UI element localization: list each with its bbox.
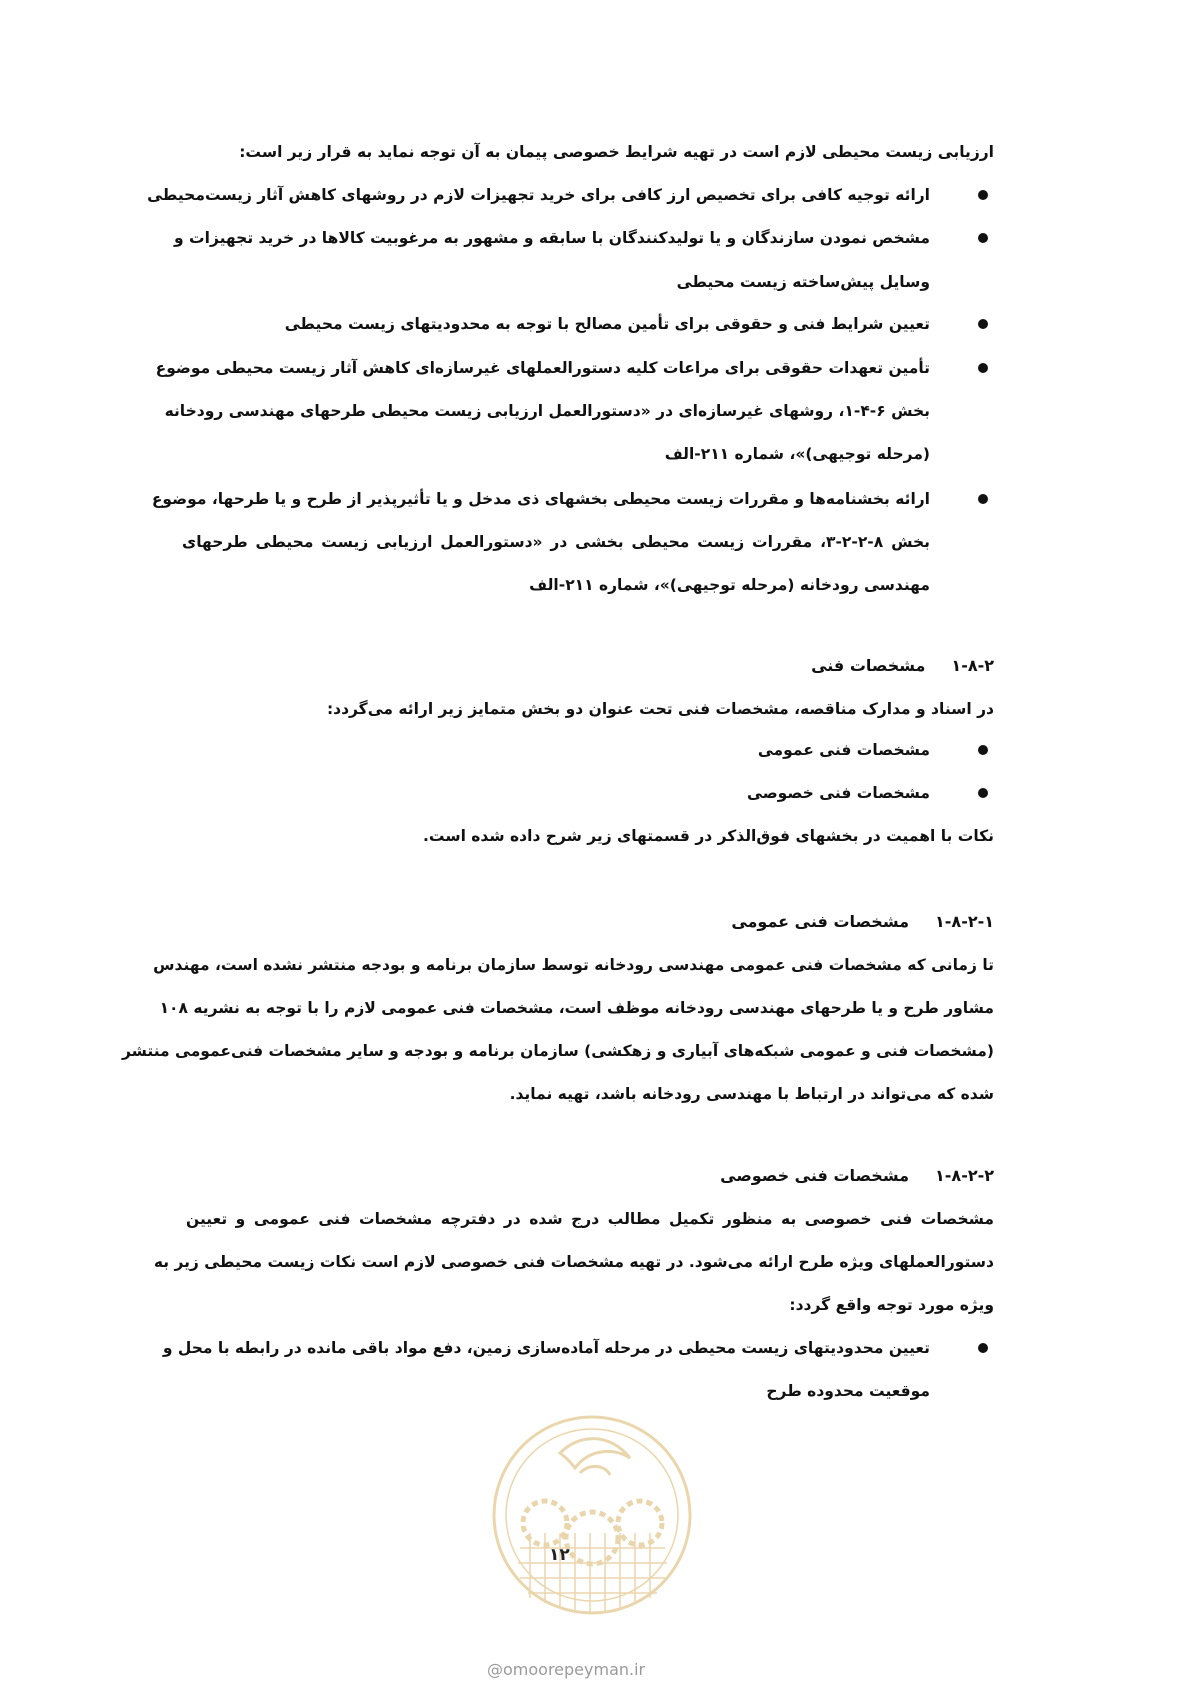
section-number: ۱-۸-۲-۱ — [935, 912, 994, 931]
section-title: مشخصات فنی خصوصی — [720, 1166, 910, 1185]
section-number: ۱-۸-۲ — [951, 656, 994, 675]
paragraph: نکات با اهمیت در بخشهای فوق‌الذکر در قسمتهای زیر شرح داده شده است. — [423, 827, 994, 845]
bullet-icon — [978, 494, 988, 504]
seal-logo-icon — [490, 1413, 695, 1618]
list-item: ارائه بخشنامه‌ها و مقررات زیست محیطی بخشهای ذی مدخل و یا تأثیرپذیر از طرح و یا طرحها، موضوع — [151, 490, 930, 508]
section-heading — [731, 912, 994, 931]
list-item: تعیین محدودیتهای زیست محیطی در مرحله آماده‌سازی زمین، دفع مواد باقی مانده در رابطه با محل و — [162, 1339, 930, 1357]
footer-watermark: @omoorepeyman.ir — [487, 1660, 646, 1679]
paragraph-line: مشاور طرح و یا طرحهای مهندسی رودخانه موظف است، مشخصات فنی عمومی لازم را با توجه به نشریه ۱۰۸ — [159, 999, 994, 1017]
list-item-continuation: موقعیت محدوده طرح — [766, 1382, 930, 1400]
paragraph-line: مشخصات فنی خصوصی به منظور تکمیل مطالب درج شده در دفترچه مشخصات فنی عمومی و تعیین — [186, 1210, 994, 1228]
section-title: مشخصات فنی عمومی — [731, 912, 910, 931]
list-item-continuation: (مرحله توجیهی)»، شماره ۲۱۱-الف — [664, 445, 930, 463]
bullet-icon — [978, 190, 988, 200]
list-item: تعیین شرایط فنی و حقوقی برای تأمین مصالح با توجه به محدودیتهای زیست محیطی — [284, 315, 930, 333]
list-item: مشخصات فنی عمومی — [757, 741, 930, 759]
bullet-icon — [978, 745, 988, 755]
paragraph-line: (مشخصات فنی و عمومی شبکه‌های آبیاری و زهکشی) سازمان برنامه و بودجه و سایر مشخصات فنی‌عمومی منتشر — [121, 1042, 994, 1060]
list-item: مشخص نمودن سازندگان و یا تولیدکنندگان با سابقه و مشهور به مرغوبیت کالاها در خرید تجهیزات و — [174, 229, 930, 247]
bullet-icon — [978, 233, 988, 243]
bullet-icon — [978, 363, 988, 373]
intro-paragraph: ارزیابی زیست محیطی لازم است در تهیه شرایط خصوصی پیمان به آن توجه نماید به قرار زیر است: — [239, 143, 994, 161]
paragraph: در اسناد و مدارک مناقصه، مشخصات فنی تحت عنوان دو بخش متمایز زیر ارائه می‌گردد: — [326, 700, 994, 718]
paragraph-line: دستورالعملهای ویژه طرح ارائه می‌شود. در تهیه مشخصات فنی خصوصی لازم است نکات زیست محیطی زیر به — [153, 1253, 994, 1271]
bullet-icon — [978, 319, 988, 329]
list-item-continuation: بخش ۶-۴-۱، روشهای غیرسازه‌ای در «دستورالعمل ارزیابی زیست محیطی طرحهای مهندسی رودخانه — [164, 402, 930, 420]
section-number: ۱-۸-۲-۲ — [935, 1166, 994, 1185]
section-heading — [720, 1166, 994, 1185]
paragraph-line: تا زمانی که مشخصات فنی عمومی مهندسی رودخانه توسط سازمان برنامه و بودجه منتشر نشده است، مهندس — [153, 956, 994, 974]
list-item: تأمین تعهدات حقوقی برای مراعات کلیه دستورالعملهای غیرسازه‌ای کاهش آثار زیست محیطی موضوع — [155, 359, 930, 377]
list-item: مشخصات فنی خصوصی — [747, 784, 930, 802]
bullet-icon — [978, 1343, 988, 1353]
list-item-continuation: مهندسی رودخانه (مرحله توجیهی)»، شماره ۲۱۱-الف — [529, 576, 930, 594]
list-item-continuation: بخش ۸-۲-۲-۳، مقررات زیست محیطی بخشی در «دستورالعمل ارزیابی زیست محیطی طرحهای — [182, 533, 930, 551]
list-item: ارائه توجیه کافی برای تخصیص ارز کافی برای خرید تجهیزات لازم در روشهای کاهش آثار زیست‌محیطی — [147, 186, 930, 204]
bullet-icon — [978, 788, 988, 798]
page-number: ۱۲ — [549, 1545, 570, 1565]
paragraph-line: ویژه مورد توجه واقع گردد: — [789, 1296, 994, 1314]
section-heading — [811, 656, 994, 675]
list-item-continuation: وسایل پیش‌ساخته زیست محیطی — [676, 273, 930, 291]
section-title: مشخصات فنی — [811, 656, 926, 675]
paragraph-line: شده که می‌تواند در ارتباط با مهندسی رودخانه باشد، تهیه نماید. — [509, 1085, 994, 1103]
